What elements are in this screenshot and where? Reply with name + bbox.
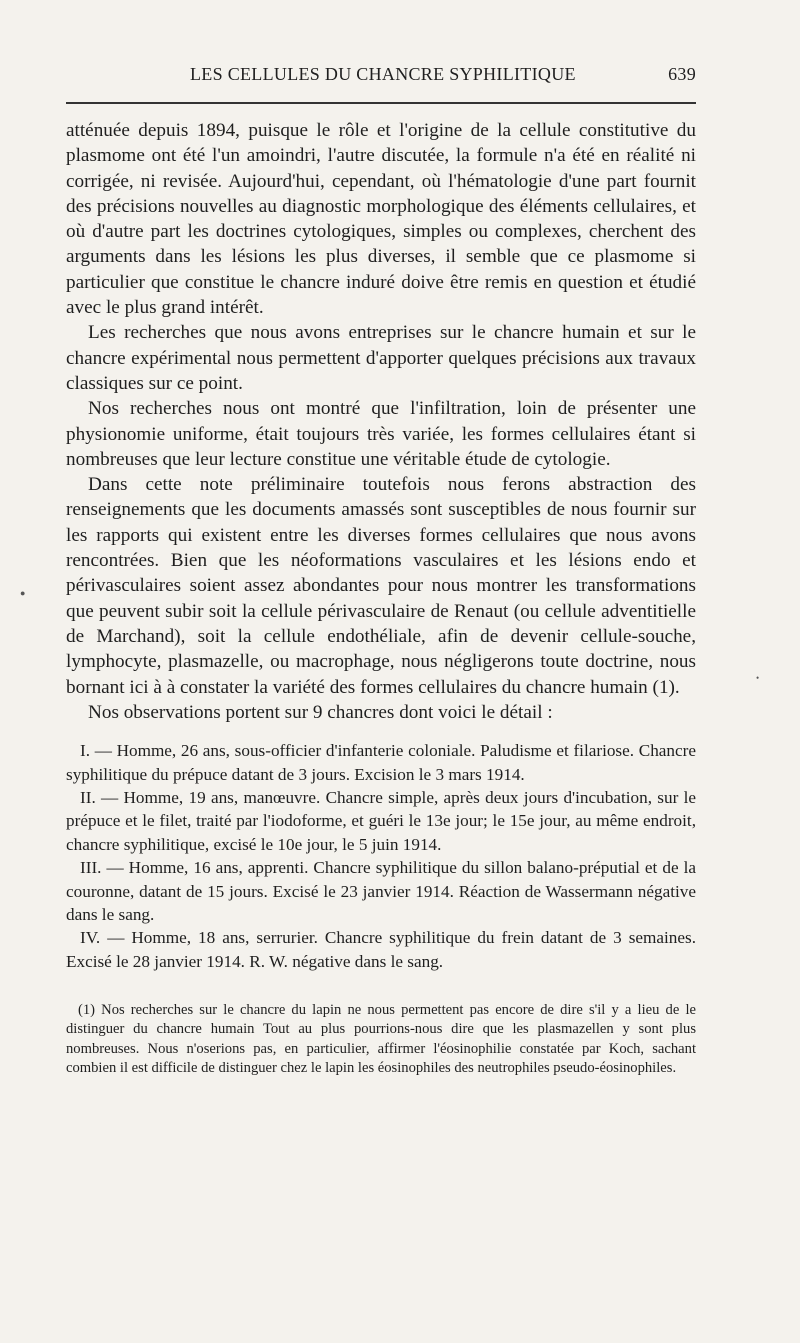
margin-dot-icon: ●	[20, 588, 26, 598]
paragraph: Nos recherches nous ont montré que l'infiltration, loin de présenter une physionomie uniforme, était toujours très variée, les formes cellulaires étant si nombreuses que leur lecture constitue une véritable étude de cytologie.	[66, 398, 696, 470]
observation-item: III. — Homme, 16 ans, apprenti. Chancre syphilitique du sillon balano-préputial et de la couronne, datant de 15 jours. Excisé le 23 janvier 1914. Réaction de Wassermann négative dans le sang.	[66, 858, 696, 924]
observation-item: I. — Homme, 26 ans, sous-officier d'infanterie coloniale. Paludisme et filariose. Chancre syphilitique du prépuce datant de 3 jours. Excision le 3 mars 1914.	[66, 741, 696, 784]
document-page	[66, 62, 696, 1078]
running-header	[66, 62, 696, 92]
paragraph: Les recherches que nous avons entreprises sur le chancre humain et sur le chancre expérimental nous permettent d'apporter quelques précisions aux travaux classiques sur ce point.	[66, 322, 696, 394]
footnote	[66, 1001, 696, 1078]
running-title: LES CELLULES DU CHANCRE SYPHILITIQUE	[190, 64, 576, 84]
observation-item: IV. — Homme, 18 ans, serrurier. Chancre syphilitique du frein datant de 3 semaines. Excisé le 28 janvier 1914. R. W. négative dans le sang.	[66, 928, 696, 971]
paragraph: atténuée depuis 1894, puisque le rôle et l'origine de la cellule constitutive du plasmome ont été l'un amoindri, l'autre discutée, la formule n'a été en réalité ni corrigée, ni revisée. Aujourd'hui, cependant, où l'hématologie d'une part fournit des précisions nouvelles au diagnostic morphologique des éléments cellulaires, et où d'autre part les doctrines cytologiques, simples ou complexes, cherchent des arguments dans les lésions les plus diverses, il semble que ce plasmome si particulier que constitue le chancre induré doive être remis en question et étudié avec le plus grand intérêt.	[66, 120, 696, 319]
paragraph: Nos observations portent sur 9 chancres dont voici le détail :	[88, 701, 553, 723]
margin-dot-icon: •	[756, 673, 760, 683]
paragraph: Dans cette note préliminaire toutefois nous ferons abstraction des renseignements que les documents amassés sont susceptibles de nous fournir sur les rapports qui existent entre les diverses formes cellulaires que nous avons rencontrées. Bien que les néoformations vasculaires et les lésions endo et périvasculaires soient assez abondantes pour nous montrer les transformations que peuvent subir soit la cellule périvasculaire de Renaut (ou cellule adventitielle de Marchand), soit la cellule endothéliale, afin de devenir cellule-souche, lymphocyte, plasmazelle, ou macrophage, nous négligerons toute doctrine, nous bornant ici à à constater la variété des formes cellulaires du chancre humain (1).	[66, 474, 696, 698]
page-number: 639	[668, 64, 696, 84]
main-text	[66, 118, 696, 725]
header-rule	[66, 102, 696, 104]
footnote-text: (1) Nos recherches sur le chancre du lapin ne nous permettent pas encore de dire s'il y a lieu de le distinguer du chancre humain Tout au plus pourrions-nous dire que les plasmazellen y sont plus nombreuses. Nous n'oserions pas, en particulier, affirmer l'éosinophilie constatée par Koch, sachant combien il est difficile de distinguer chez le lapin les éosinophiles des neutrophiles pseudo-éosinophiles.	[66, 1002, 696, 1076]
observation-item: II. — Homme, 19 ans, manœuvre. Chancre simple, après deux jours d'incubation, sur le prépuce et le filet, traité par l'iodoforme, et guéri le 13e jour; le 15e jour, au même endroit, chancre syphilitique, excisé le 10e jour, le 5 juin 1914.	[66, 787, 696, 854]
observations-list	[66, 739, 696, 973]
